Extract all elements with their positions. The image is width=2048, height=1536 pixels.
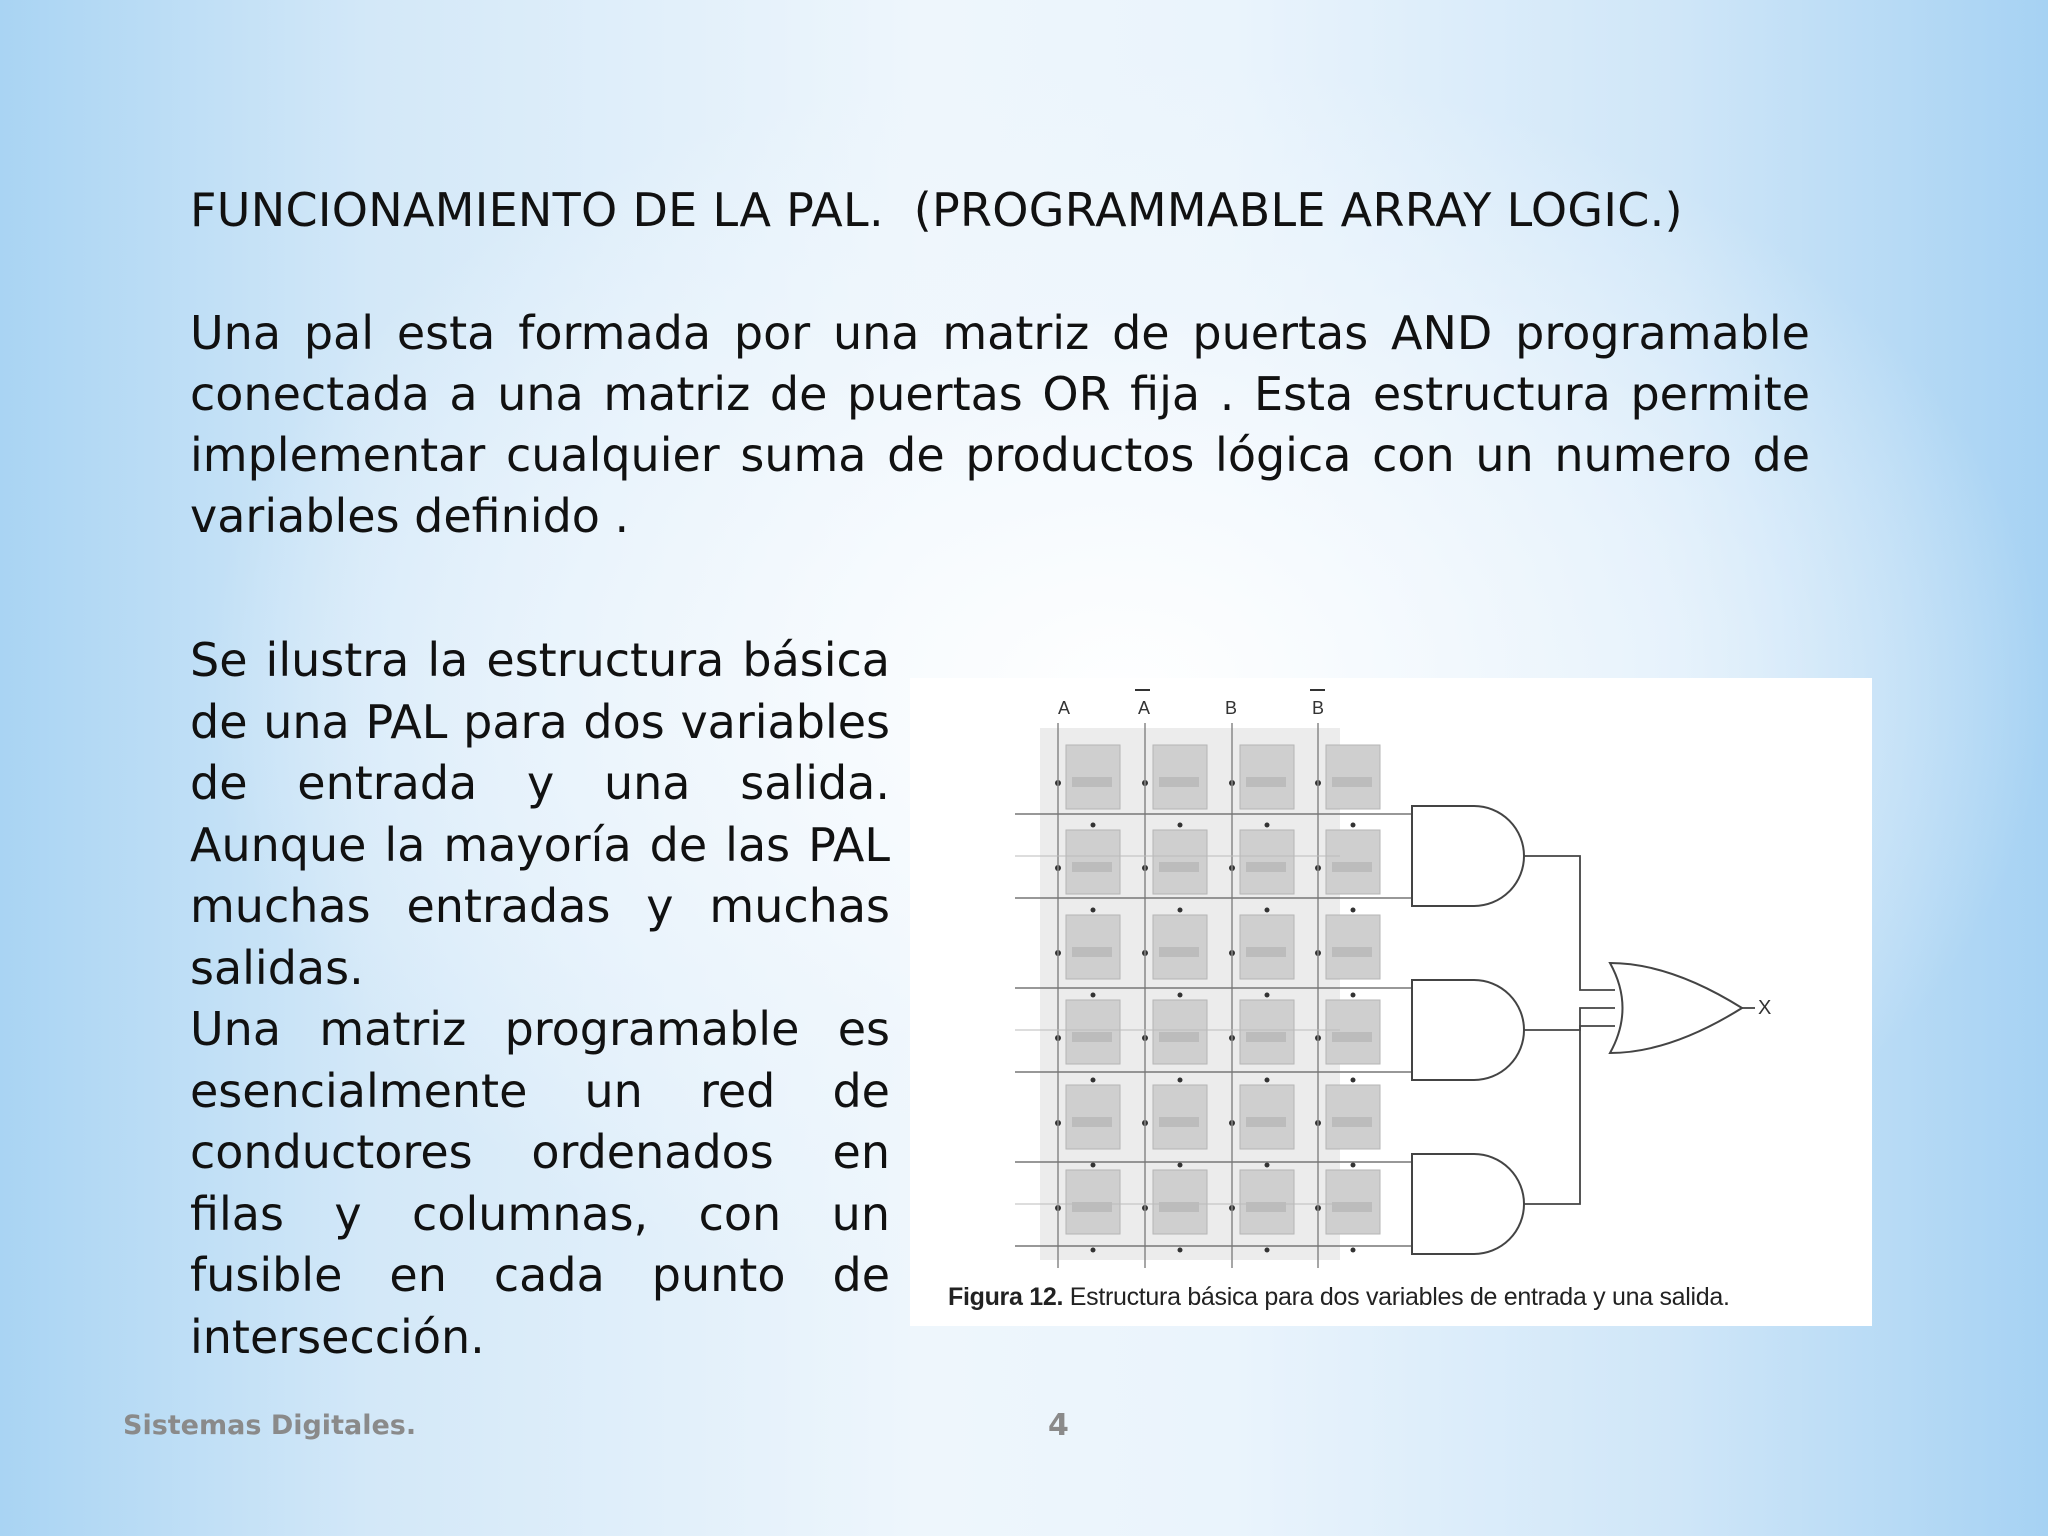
junction-dot <box>1265 823 1270 828</box>
or-gate <box>1610 963 1742 1053</box>
junction-dot <box>1178 908 1183 913</box>
junction-dot <box>1351 1163 1356 1168</box>
junction-dot <box>1265 1163 1270 1168</box>
junction-dot <box>1351 823 1356 828</box>
input-label-b-not: B <box>1312 698 1325 718</box>
fuse-label <box>1246 1032 1286 1042</box>
junction-dot <box>1351 993 1356 998</box>
junction-dot <box>1265 1078 1270 1083</box>
slide-title: FUNCIONAMIENTO DE LA PAL. (PROGRAMMABLE ARRAY LOGIC.) <box>190 183 1683 237</box>
fuse-label <box>1332 947 1372 957</box>
body-paragraph-2: Una matriz programable es esencialmente un red de conductores ordenados en filas y columnas, con un fusible en cada punto de intersección. <box>190 1002 890 1364</box>
junction-dot <box>1265 1248 1270 1253</box>
fuse-label <box>1159 1117 1199 1127</box>
fuse-label <box>1072 947 1112 957</box>
fuse-label <box>1072 862 1112 872</box>
figure-caption <box>948 1283 1730 1312</box>
fuse-label <box>1159 1032 1199 1042</box>
and-gate <box>1412 806 1524 906</box>
junction-dot <box>1091 1078 1096 1083</box>
pal-diagram <box>910 678 1872 1278</box>
fuse-label <box>1159 777 1199 787</box>
junction-dot <box>1351 908 1356 913</box>
junction-dot <box>1178 1163 1183 1168</box>
junction-dot <box>1351 1248 1356 1253</box>
and-gate <box>1412 1154 1524 1254</box>
fuse-label <box>1072 777 1112 787</box>
junction-dot <box>1178 1248 1183 1253</box>
junction-dot <box>1091 823 1096 828</box>
fuse-label <box>1246 862 1286 872</box>
caption-number: Figura 12. <box>948 1283 1064 1311</box>
output-label-x: X <box>1758 997 1772 1019</box>
body-paragraph-1: Se ilustra la estructura básica de una PAL para dos variables de entrada y una salida. Aunque la mayoría de las PAL muchas entradas y muchas salidas. <box>190 633 890 995</box>
page-number: 4 <box>1048 1408 1069 1443</box>
footer-course: Sistemas Digitales. <box>123 1410 417 1441</box>
junction-dot <box>1265 908 1270 913</box>
fuse-label <box>1072 1117 1112 1127</box>
fuse-label <box>1332 1117 1372 1127</box>
fuse-label <box>1332 862 1372 872</box>
junction-dot <box>1091 908 1096 913</box>
input-label-b: B <box>1225 698 1238 718</box>
junction-dot <box>1091 1248 1096 1253</box>
junction-dot <box>1091 1163 1096 1168</box>
fuse-label <box>1159 947 1199 957</box>
junction-dot <box>1178 1078 1183 1083</box>
fuse-label <box>1159 862 1199 872</box>
fuse-label <box>1332 777 1372 787</box>
junction-dot <box>1091 993 1096 998</box>
pal-figure <box>910 678 1872 1326</box>
junction-dot <box>1351 1078 1356 1083</box>
fuse-label <box>1246 1117 1286 1127</box>
body-text <box>190 630 890 1368</box>
and-to-or-wire <box>1524 856 1615 990</box>
junction-dot <box>1178 823 1183 828</box>
intro-paragraph: Una pal esta formada por una matriz de puertas AND programable conectada a una matriz de puertas OR fija . Esta estructura permite implementar cualquier suma de productos lógica con un numero de variables definido . <box>190 306 1810 543</box>
fuse-label <box>1246 947 1286 957</box>
junction-dot <box>1265 993 1270 998</box>
and-to-or-wire <box>1524 1026 1615 1204</box>
junction-dot <box>1178 993 1183 998</box>
fuse-label <box>1332 1032 1372 1042</box>
fuse-label <box>1246 777 1286 787</box>
input-label-a-not: A <box>1138 698 1151 718</box>
and-gate <box>1412 980 1524 1080</box>
caption-text: Estructura básica para dos variables de entrada y una salida. <box>1063 1283 1730 1311</box>
fuse-grid <box>1040 728 1380 1260</box>
input-label-a: A <box>1058 698 1071 718</box>
fuse-label <box>1072 1032 1112 1042</box>
